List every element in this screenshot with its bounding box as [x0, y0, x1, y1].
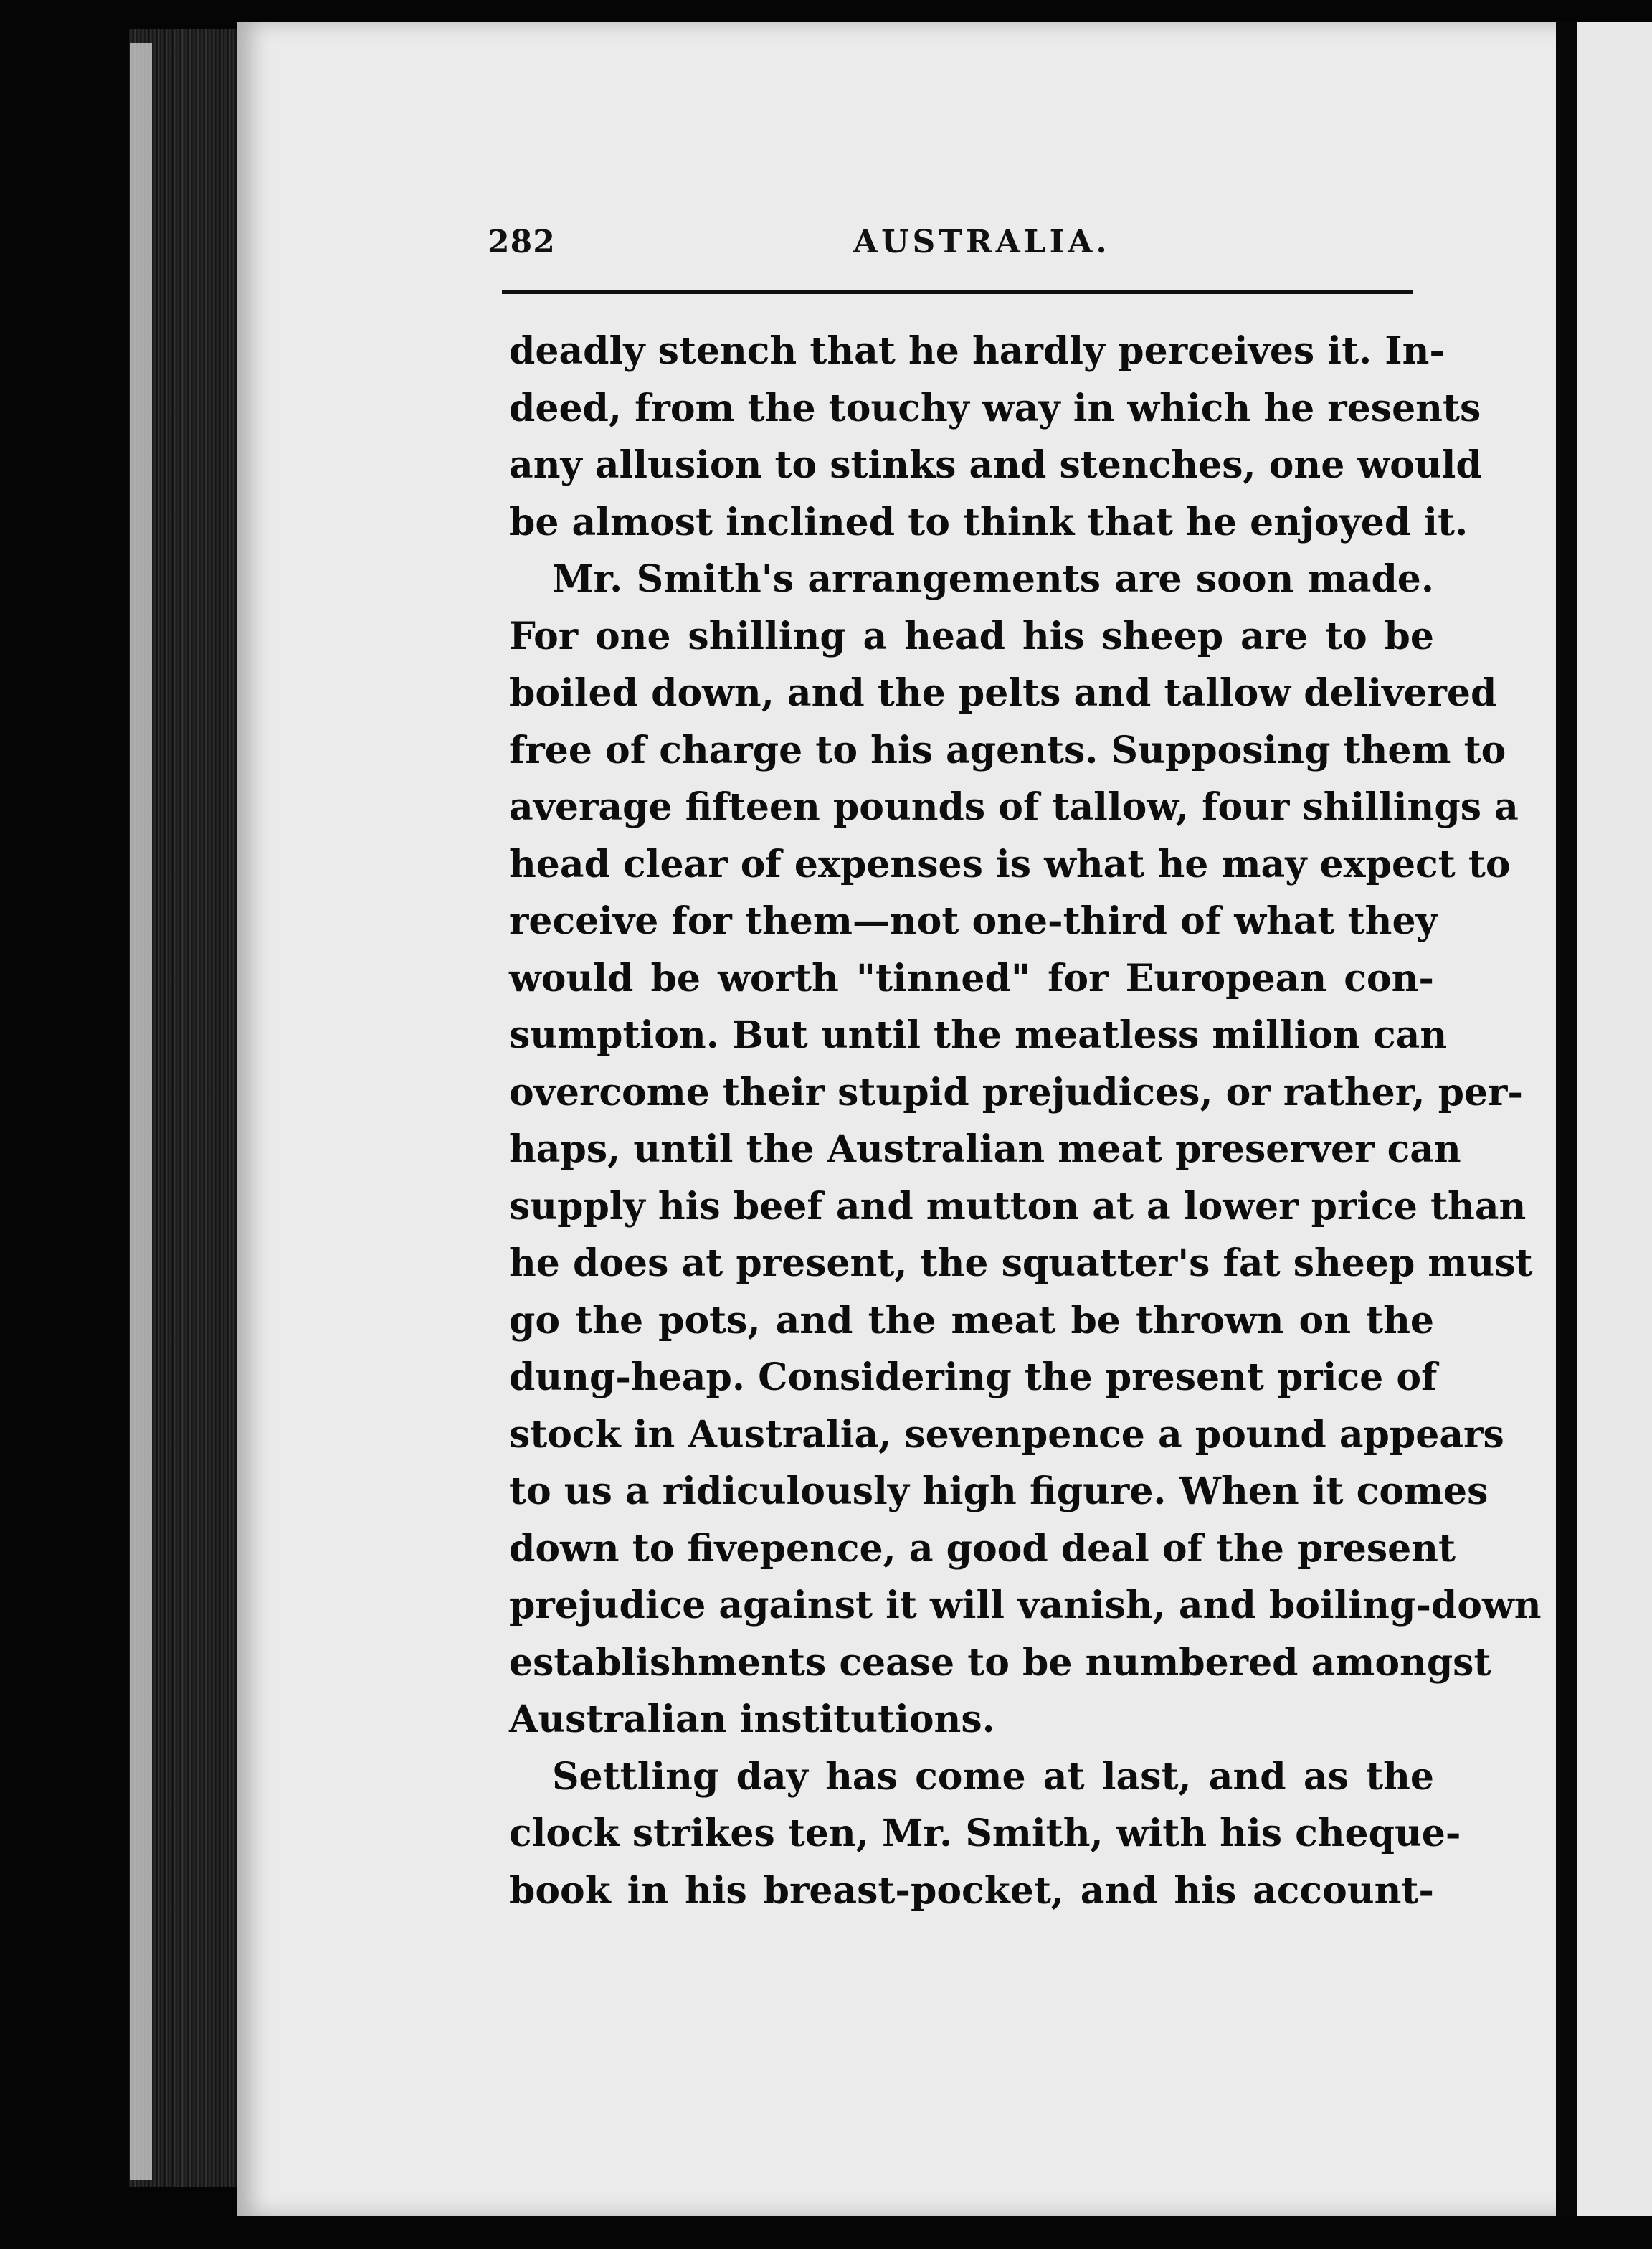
text-line: down to fivepence, a good deal of the present	[509, 1526, 1456, 1571]
text-line: boiled down, and the pelts and tallow delivered	[509, 671, 1497, 715]
text-line: free of charge to his agents. Supposing them to	[509, 728, 1506, 772]
page-number: 282	[488, 224, 556, 260]
text-line: book in his breast-pocket, and his account-	[509, 1868, 1434, 1913]
page-header	[488, 224, 1413, 267]
text-line: be almost inclined to think that he enjoyed it.	[509, 500, 1468, 544]
facing-page	[1577, 22, 1652, 2216]
text-line: deed, from the touchy way in which he resents	[509, 386, 1481, 430]
text-line: to us a ridiculously high figure. When it comes	[509, 1469, 1489, 1513]
text-line: prejudice against it will vanish, and boiling-down	[509, 1583, 1542, 1627]
page-edge-highlight	[130, 43, 152, 2180]
text-line: haps, until the Australian meat preserver can	[509, 1127, 1461, 1171]
text-line: clock strikes ten, Mr. Smith, with his cheque-	[509, 1812, 1461, 1855]
text-line: Mr. Smith's arrangements are soon made.	[552, 557, 1434, 601]
text-line: dung-heap. Considering the present price of	[509, 1355, 1438, 1399]
text-line: Settling day has come at last, and as the	[552, 1754, 1434, 1799]
text-line: Australian institutions.	[509, 1698, 995, 1741]
text-line: establishments cease to be numbered amongst	[509, 1640, 1491, 1685]
text-line: head clear of expenses is what he may expect to	[509, 842, 1511, 886]
header-rule	[502, 290, 1413, 294]
text-line: would be worth "tinned" for European con-	[509, 956, 1434, 1000]
text-line: sumption. But until the meatless million can	[509, 1013, 1448, 1057]
running-head: AUSTRALIA.	[853, 224, 1111, 260]
text-line: supply his beef and mutton at a lower price than	[509, 1184, 1527, 1228]
text-line: average fifteen pounds of tallow, four shillings a	[509, 785, 1519, 829]
text-line: For one shilling a head his sheep are to be	[509, 614, 1434, 658]
text-line: any allusion to stinks and stenches, one would	[509, 443, 1482, 487]
body-text	[509, 323, 1542, 1919]
text-line: deadly stench that he hardly perceives it. In-	[509, 329, 1446, 373]
text-line: he does at present, the squatter's fat sheep must	[509, 1241, 1533, 1285]
text-line: stock in Australia, sevenpence a pound appears	[509, 1412, 1504, 1457]
text-line: overcome their stupid prejudices, or rather, per-	[509, 1070, 1524, 1114]
text-line: go the pots, and the meat be thrown on the	[509, 1298, 1434, 1343]
text-line: receive for them—not one-third of what they	[509, 899, 1438, 943]
book-gutter	[1556, 22, 1579, 2216]
